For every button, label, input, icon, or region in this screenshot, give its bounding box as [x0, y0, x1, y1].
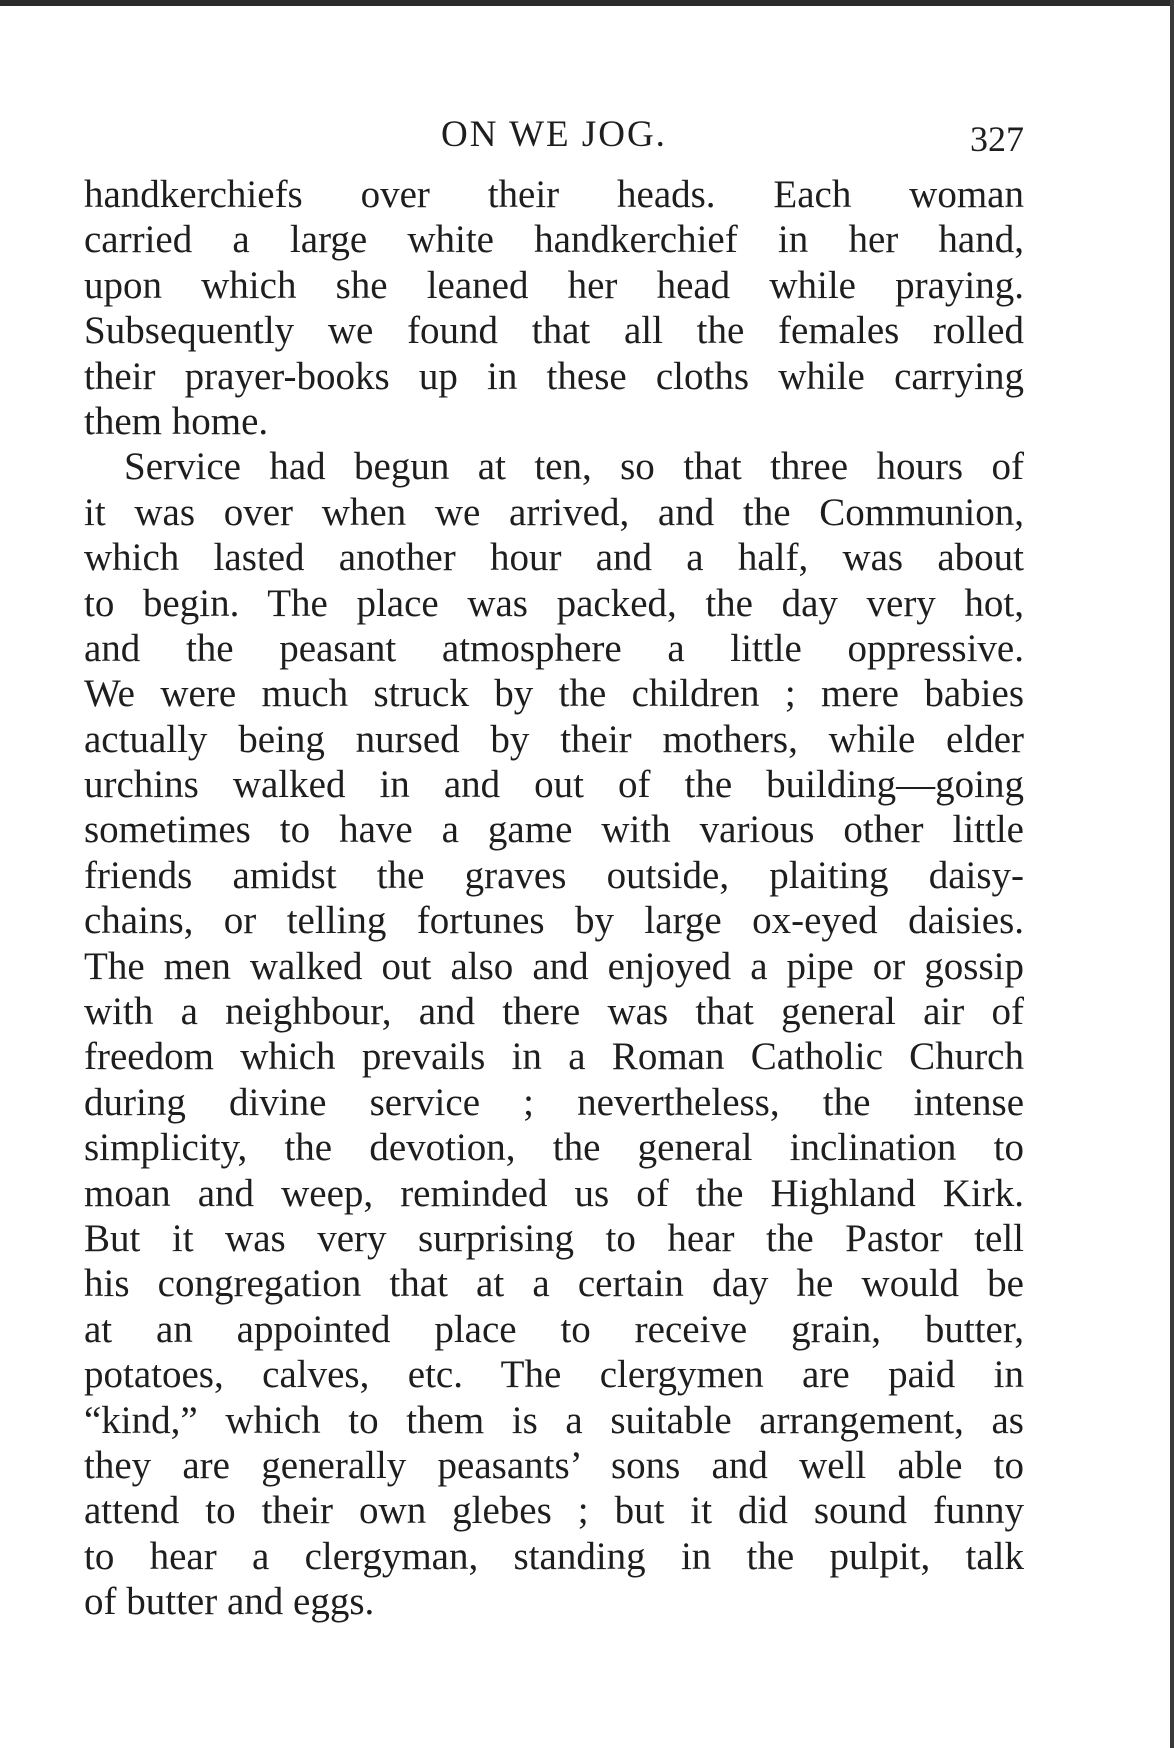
text-line: freedom which prevails in a Roman Catholic Church	[84, 1035, 1024, 1079]
text-line: friends amidst the graves outside, plaiting daisy-	[84, 853, 1024, 897]
text-line: to begin. The place was packed, the day very hot,	[84, 581, 1024, 625]
text-line: to hear a clergyman, standing in the pulpit, talk	[84, 1534, 1024, 1578]
text-line: his congregation that at a certain day he would be	[84, 1262, 1024, 1306]
text-line: of butter and eggs.	[84, 1580, 375, 1624]
top-border-rule	[0, 0, 1174, 6]
text-line: But it was very surprising to hear the Pastor tell	[84, 1216, 1024, 1260]
body-text	[84, 172, 1024, 1625]
text-line: at an appointed place to receive grain, butter,	[84, 1307, 1024, 1351]
text-line: sometimes to have a game with various other little	[84, 808, 1024, 852]
text-line: potatoes, calves, etc. The clergymen are paid in	[84, 1353, 1024, 1397]
page-number: 327	[970, 119, 1024, 159]
page-header	[84, 110, 1024, 160]
text-line: “kind,” which to them is a suitable arrangement, as	[84, 1398, 1024, 1442]
text-line: urchins walked in and out of the building—going	[84, 763, 1024, 807]
text-line: them home.	[84, 399, 269, 443]
text-line: simplicity, the devotion, the general inclination to	[84, 1126, 1024, 1170]
text-line: handkerchiefs over their heads. Each woman	[84, 173, 1024, 216]
text-line: it was over when we arrived, and the Communion,	[84, 490, 1024, 534]
text-line: carried a large white handkerchief in her hand,	[84, 218, 1024, 262]
text-line: they are generally peasants’ sons and well able to	[84, 1443, 1024, 1487]
text-line: We were much struck by the children ; mere babies	[84, 672, 1024, 716]
text-line: chains, or telling fortunes by large ox-eyed daisies.	[84, 899, 1024, 943]
text-line: Service had begun at ten, so that three hours of	[124, 445, 1024, 489]
text-line: during divine service ; nevertheless, the intense	[84, 1080, 1024, 1124]
text-line: their prayer-books up in these cloths while carrying	[84, 354, 1024, 398]
right-border-rule	[1170, 0, 1174, 1748]
running-title: ON WE JOG.	[441, 114, 667, 155]
text-line: and the peasant atmosphere a little oppressive.	[84, 626, 1024, 670]
text-line: The men walked out also and enjoyed a pipe or gossip	[84, 944, 1024, 988]
text-line: moan and weep, reminded us of the Highland Kirk.	[84, 1171, 1024, 1215]
text-line: actually being nursed by their mothers, while elder	[84, 717, 1024, 761]
text-line: upon which she leaned her head while praying.	[84, 263, 1024, 307]
text-line: with a neighbour, and there was that general air of	[84, 990, 1024, 1034]
text-line: Subsequently we found that all the females rolled	[84, 309, 1024, 353]
text-line: which lasted another hour and a half, was about	[84, 536, 1024, 580]
text-line: attend to their own glebes ; but it did sound funny	[84, 1489, 1024, 1533]
